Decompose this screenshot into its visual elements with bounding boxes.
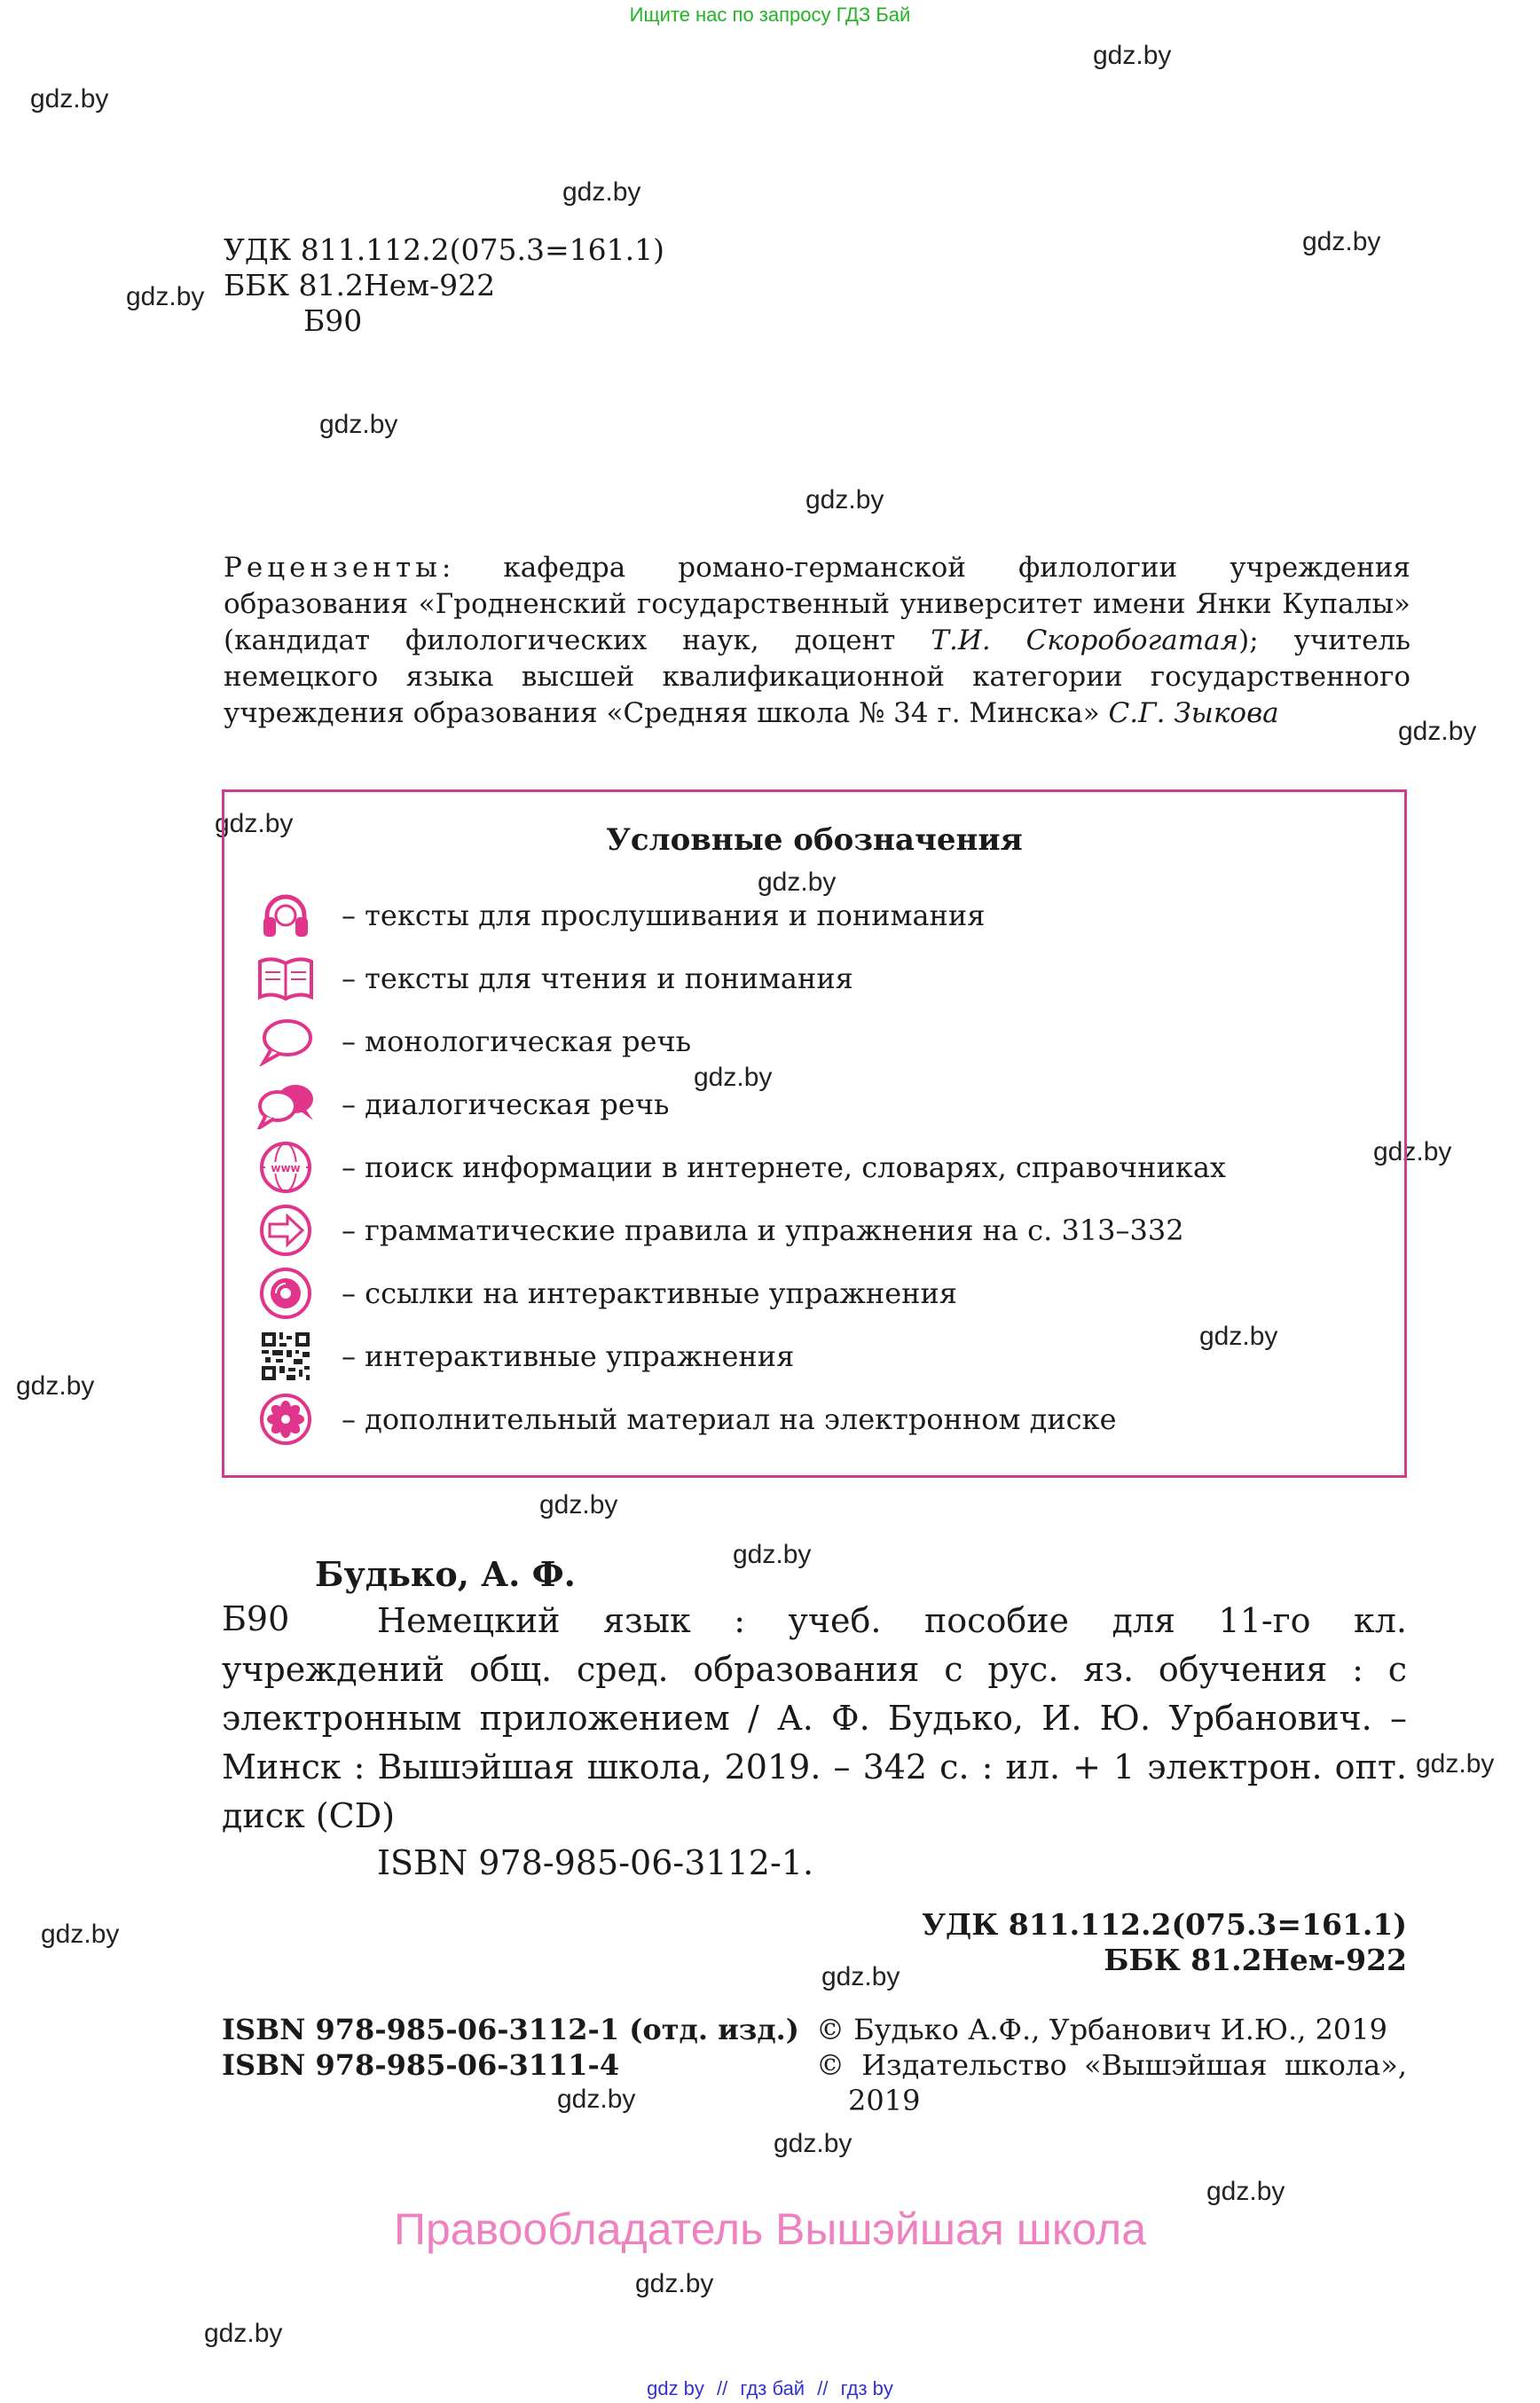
- watermark: gdz.by: [41, 1920, 120, 1949]
- dialogue-bubbles-icon: [256, 1077, 315, 1132]
- qr-code-icon: [256, 1329, 315, 1384]
- watermark: gdz.by: [1199, 1322, 1278, 1351]
- watermark: gdz.by: [562, 177, 641, 207]
- legend-item-text: – дополнительный материал на электронном диске: [342, 1402, 1117, 1436]
- watermark: gdz.by: [539, 1490, 618, 1520]
- footer-links: [0, 2377, 1540, 2400]
- watermark: gdz.by: [204, 2319, 283, 2348]
- watermark: gdz.by: [30, 84, 109, 114]
- headphones-icon: [256, 888, 315, 943]
- watermark: gdz.by: [1398, 717, 1477, 746]
- legend-item-text: – диалогическая речь: [342, 1088, 670, 1121]
- open-book-icon: [256, 951, 315, 1006]
- card-code: Б90: [222, 1599, 290, 1638]
- legend-item-text: – монологическая речь: [342, 1025, 692, 1058]
- udk-code: УДК 811.112.2(075.3=161.1): [922, 1907, 1407, 1942]
- udk-right-block: [798, 1907, 1407, 1978]
- reviewers-text: : кафедра романо-германской филологии учреждения образования «Гродненский государственный университет имени Янки Купалы» (кандидат филологических наук, доцент: [224, 552, 1410, 656]
- watermark: gdz.by: [758, 868, 837, 897]
- reviewers-label: Рецензенты: [224, 552, 442, 584]
- www-globe-icon: [256, 1140, 315, 1195]
- reviewer-name: Т.И. Скоробогатая: [931, 624, 1239, 656]
- watermark: gdz.by: [1302, 227, 1381, 256]
- legend-item: [256, 1140, 1226, 1195]
- watermark: gdz.by: [126, 282, 205, 311]
- watermark: gdz.by: [1206, 2177, 1285, 2206]
- watermark: gdz.by: [1373, 1137, 1452, 1166]
- disc-icon: [256, 1266, 315, 1321]
- watermark: gdz.by: [694, 1063, 773, 1092]
- watermark: gdz.by: [1093, 41, 1172, 70]
- arrow-circle-icon: [256, 1203, 315, 1258]
- legend-item-text: – ссылки на интерактивные упражнения: [342, 1276, 957, 1310]
- card-description: [222, 1597, 1407, 1841]
- svg-text:www: www: [271, 1162, 301, 1174]
- bbk-code: ББК 81.2Нем-922: [1104, 1943, 1407, 1977]
- legend-item: [256, 1014, 691, 1069]
- watermark: gdz.by: [215, 809, 294, 838]
- legend-item-text: – тексты для чтения и понимания: [342, 962, 853, 995]
- watermark: gdz.by: [774, 2129, 852, 2158]
- copyright-line: © Издательство «Вышэйшая школа», 2019: [816, 2048, 1407, 2117]
- footer-link-gdz-bai[interactable]: гдз бай: [740, 2377, 805, 2399]
- top-banner[interactable]: Ищите нас по запросу ГДЗ Бай: [629, 4, 911, 26]
- card-author: Будько, А. Ф.: [315, 1554, 576, 1594]
- footer-separator: //: [717, 2377, 728, 2399]
- watermark: gdz.by: [635, 2269, 714, 2298]
- card-isbn: ISBN 978-985-06-3112-1.: [377, 1843, 814, 1882]
- card-description-text: Немецкий язык : учеб. пособие для 11-го кл. учреждений общ. сред. образования с рус. яз. обучения : с электронным приложением / А. Ф. Будько, И. Ю. Урбанович. – Минск : Вышэйшая школа, 2019. – 342 с. : ил. + 1 электрон. опт. диск (CD): [222, 1601, 1407, 1835]
- legend-item-text: – поиск информации в интернете, словарях, справочниках: [342, 1150, 1226, 1184]
- udk-code: УДК 811.112.2(075.3=161.1): [224, 232, 664, 267]
- copyright-line: © Будько А.Ф., Урбанович И.Ю., 2019: [816, 2013, 1387, 2046]
- legend-item: [256, 1203, 1184, 1258]
- speech-bubble-icon: [256, 1014, 315, 1069]
- bbk-code: ББК 81.2Нем-922: [224, 268, 496, 302]
- legend-item-text: – тексты для прослушивания и понимания: [342, 899, 986, 932]
- isbn-line: ISBN 978-985-06-3112-1 (отд. изд.): [222, 2013, 799, 2046]
- footer-link-gdz-by[interactable]: gdz by: [647, 2377, 704, 2399]
- isbn-list: [222, 2012, 799, 2083]
- legend-item: [256, 888, 985, 943]
- reviewer-name: С.Г. Зыкова: [1108, 697, 1279, 729]
- copyright-block: [816, 2012, 1407, 2118]
- legend-item: [256, 1266, 957, 1321]
- legend-item-text: – грамматические правила и упражнения на с. 313–332: [342, 1213, 1184, 1247]
- legend-box: [222, 789, 1407, 1478]
- legend-item-text: – интерактивные упражнения: [342, 1339, 795, 1373]
- legend-item: [256, 1329, 794, 1384]
- watermark: gdz.by: [557, 2085, 636, 2114]
- legend-item: [256, 951, 853, 1006]
- isbn-line: ISBN 978-985-06-3111-4: [222, 2048, 620, 2082]
- udk-block: [224, 232, 664, 339]
- reviewers-paragraph: [224, 550, 1410, 732]
- watermark: gdz.by: [733, 1540, 812, 1569]
- author-mark: Б90: [303, 303, 363, 338]
- watermark: gdz.by: [805, 485, 884, 514]
- footer-separator: //: [817, 2377, 829, 2399]
- footer-link-gdz-by-cyr[interactable]: гдз by: [840, 2377, 893, 2399]
- reviewers-text: ); учитель немецкого языка высшей квалификационной категории государственного учреждения образования «Средняя школа № 34 г. Минска»: [224, 624, 1411, 729]
- watermark: gdz.by: [1416, 1749, 1495, 1779]
- watermark: gdz.by: [16, 1371, 95, 1401]
- legend-item: [256, 1077, 669, 1132]
- watermark: gdz.by: [319, 410, 398, 439]
- legend-item: [256, 1392, 1117, 1447]
- flower-disc-icon: [256, 1392, 315, 1447]
- legend-title: Условные обозначения: [606, 822, 1023, 858]
- rights-holder: Правообладатель Вышэйшая школа: [394, 2204, 1146, 2254]
- watermark: gdz.by: [821, 1962, 900, 1991]
